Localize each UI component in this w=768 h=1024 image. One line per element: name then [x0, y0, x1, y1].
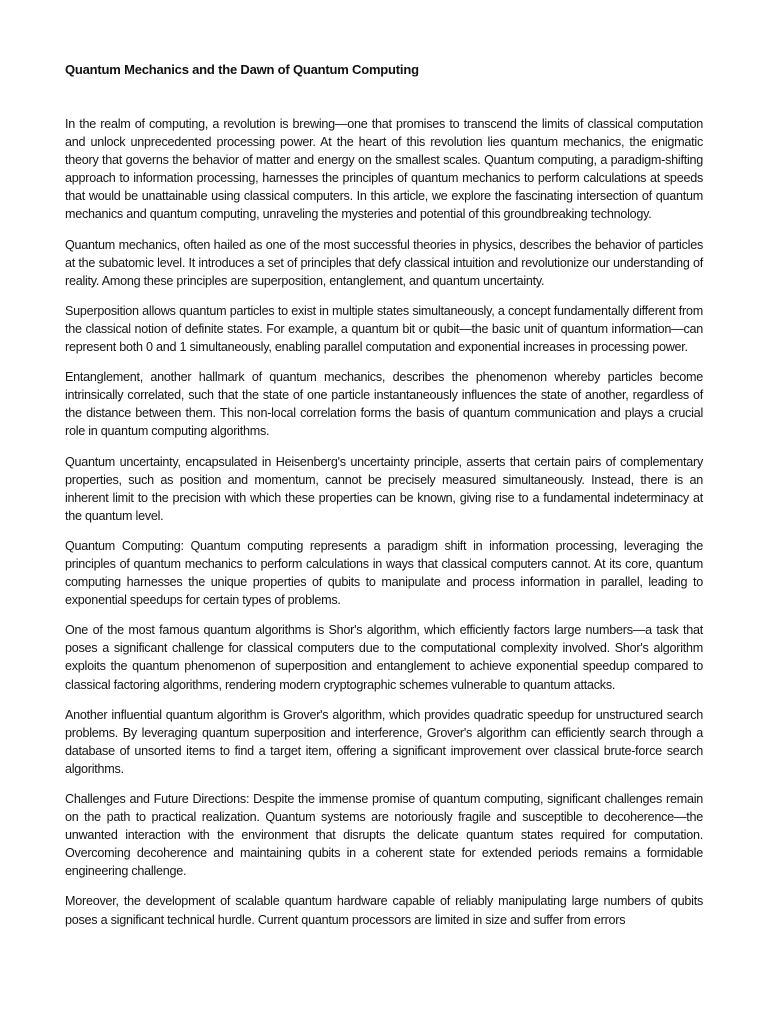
- paragraph-challenges: Challenges and Future Directions: Despite the immense promise of quantum computing, significant challenges remain on the path to practical realization. Quantum systems are notoriously fragile and susceptible to decoherence—the unwanted interaction with the environment that disrupts the delicate quantum states required for computation. Overcoming decoherence and maintaining qubits in a coherent state for extended periods remains a formidable engineering challenge.: [65, 792, 703, 879]
- paragraph-uncertainty: Quantum uncertainty, encapsulated in Heisenberg's uncertainty principle, asserts that certain pairs of complementary properties, such as position and momentum, cannot be precisely measured simultaneously. Instead, there is an inherent limit to the precision with which these properties can be known, giving rise to a fundamental indeterminacy at the quantum level.: [65, 454, 703, 523]
- paragraph-shors-algorithm: One of the most famous quantum algorithms is Shor's algorithm, which efficiently factors large numbers—a task that poses a significant challenge for classical computers due to the computational complexity involved. Shor's algorithm exploits the quantum phenomenon of superposition and entanglement to achieve exponential speedup compared to classical factoring algorithms, rendering modern cryptographic schemes vulnerable to quantum attacks.: [65, 623, 703, 692]
- document-body: [65, 115, 703, 941]
- document-title: Quantum Mechanics and the Dawn of Quantum Computing: [65, 62, 419, 77]
- paragraph-quantum-computing: Quantum Computing: Quantum computing represents a paradigm shift in information processing, leveraging the principles of quantum mechanics to perform calculations in ways that classical computers cannot. At its core, quantum computing harnesses the unique properties of qubits to manipulate and process information in parallel, leading to exponential speedups for certain types of problems.: [65, 538, 703, 608]
- paragraph-superposition: Superposition allows quantum particles to exist in multiple states simultaneously, a concept fundamentally different from the classical notion of definite states. For example, a quantum bit or qubit—the basic unit of quantum information—can represent both 0 and 1 simultaneously, enabling parallel computation and exponential increases in processing power.: [65, 303, 703, 355]
- paragraph-grovers-algorithm: Another influential quantum algorithm is Grover's algorithm, which provides quadratic speedup for unstructured search problems. By leveraging quantum superposition and interference, Grover's algorithm can efficiently search through a database of unsorted items to find a target item, offering a significant improvement over classical brute-force search algorithms.: [65, 707, 703, 776]
- paragraph-intro: In the realm of computing, a revolution is brewing—one that promises to transcend the limits of classical computation and unlock unprecedented processing power. At the heart of this revolution lies quantum mechanics, the enigmatic theory that governs the behavior of matter and energy on the smallest scales. Quantum computing, a paradigm-shifting approach to information processing, harnesses the principles of quantum mechanics to perform calculations at speeds that would be unattainable using classical computers. In this article, we explore the fascinating intersection of quantum mechanics and quantum computing, unraveling the mysteries and potential of this groundbreaking technology.: [65, 117, 703, 222]
- paragraph-quantum-mechanics: Quantum mechanics, often hailed as one of the most successful theories in physics, describes the behavior of particles at the subatomic level. It introduces a set of principles that defy classical intuition and revolutionize our understanding of reality. Among these principles are superposition, entanglement, and quantum uncertainty.: [65, 237, 703, 288]
- paragraph-entanglement: Entanglement, another hallmark of quantum mechanics, describes the phenomenon whereby particles become intrinsically correlated, such that the state of one particle instantaneously influences the state of another, regardless of the distance between them. This non-local correlation forms the basis of quantum communication and plays a crucial role in quantum computing algorithms.: [65, 370, 703, 439]
- paragraph-hardware: Moreover, the development of scalable quantum hardware capable of reliably manipulating large numbers of qubits poses a significant technical hurdle. Current quantum processors are limited in size and suffer from errors: [65, 894, 703, 927]
